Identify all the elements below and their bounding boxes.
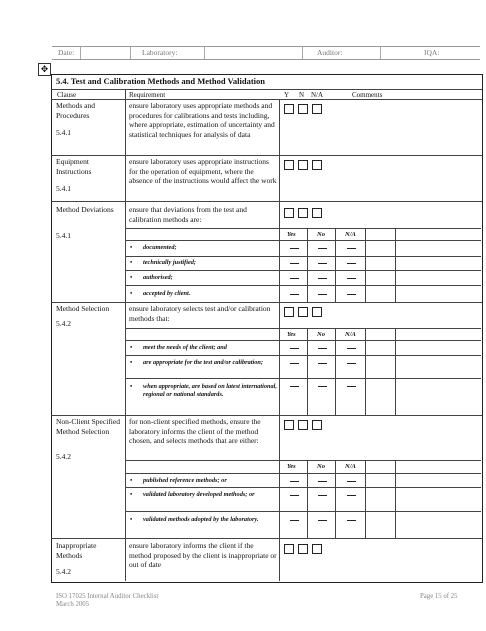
n-checkbox[interactable] (298, 208, 308, 218)
footer-title (56, 593, 158, 609)
move-icon[interactable]: ✥ (38, 63, 51, 76)
laboratory-label: Laboratory: (142, 48, 178, 57)
bullet-item: documented; (143, 244, 177, 251)
y-checkbox[interactable] (284, 104, 294, 114)
requirement-text: ensure laboratory selects test and/or calibration methods that: (129, 304, 271, 323)
clause-method-selection: Method Selection (56, 304, 110, 313)
sub-no: No (317, 331, 325, 338)
bullet-item: accepted by client. (143, 290, 191, 297)
form-header (52, 46, 480, 60)
clause-equipment-instructions: Equipment Instructions (56, 157, 92, 176)
y-checkbox[interactable] (284, 420, 294, 430)
sub-na: N/A (345, 231, 356, 238)
bullet-item: meet the needs of the client; and (143, 344, 227, 351)
bullet-item: published reference methods; or (143, 477, 227, 484)
clause-methods-procedures: Methods and Procedures (56, 101, 95, 120)
sub-yes: Yes (287, 331, 296, 338)
requirement-text: ensure laboratory uses appropriate methods and procedures for calibrations and tests including, where appropriate, estimation of uncertainty and statistical techniques for analysis of data (129, 101, 275, 139)
n-checkbox[interactable] (298, 104, 308, 114)
n-checkbox[interactable] (298, 544, 308, 554)
n-checkbox[interactable] (298, 160, 308, 170)
bullet-item: are appropriate for the test and/or calibration; (143, 359, 263, 366)
y-checkbox[interactable] (284, 544, 294, 554)
footer-date: March 2005 (56, 601, 90, 608)
col-clause: Clause (57, 91, 77, 99)
clause-non-client-method-selection: Non-Client Specified Method Selection (56, 417, 120, 436)
na-checkbox[interactable] (312, 544, 322, 554)
iqa-label: IQA: (424, 48, 440, 57)
y-checkbox[interactable] (284, 208, 294, 218)
section-title: 5.4. Test and Calibration Methods and Method Validation (56, 76, 266, 86)
date-label: Date: (58, 48, 75, 57)
clause-number: 5.4.2 (56, 567, 71, 576)
n-checkbox[interactable] (298, 420, 308, 430)
footer-doc-name: ISO 17025 Internal Auditor Checklist (56, 593, 159, 600)
clause-number: 5.4.1 (56, 184, 71, 193)
clause-inappropriate-methods: Inappropriate Methods (56, 541, 97, 560)
bullet-item: authorised; (143, 274, 173, 281)
na-checkbox[interactable] (312, 160, 322, 170)
na-checkbox[interactable] (312, 420, 322, 430)
clause-number: 5.4.1 (56, 231, 71, 240)
auditor-label: Auditor: (317, 48, 343, 57)
col-y: Y (284, 91, 290, 99)
y-checkbox[interactable] (284, 307, 294, 317)
clause-method-deviations: Method Deviations (56, 205, 114, 214)
col-comments: Comments (352, 91, 383, 99)
requirement-text: ensure that deviations from the test and calibration methods are: (129, 205, 247, 224)
sub-na: N/A (345, 331, 356, 338)
col-na: N/A (311, 91, 324, 99)
clause-number: 5.4.1 (56, 128, 71, 137)
sub-no: No (317, 231, 325, 238)
n-checkbox[interactable] (298, 307, 308, 317)
bullet-item: validated methods adopted by the laboratory. (143, 516, 259, 523)
bullet-item: technically justified; (143, 259, 196, 266)
y-checkbox[interactable] (284, 160, 294, 170)
clause-number: 5.4.2 (56, 319, 71, 328)
bullet-item: when appropriate, are based on latest international, regional or national standards. (143, 383, 277, 398)
na-checkbox[interactable] (312, 208, 322, 218)
na-checkbox[interactable] (312, 307, 322, 317)
sub-no: No (317, 463, 325, 470)
requirement-text: ensure laboratory informs the client if the method proposed by the client is inappropriate or out of date (129, 541, 277, 569)
sub-yes: Yes (287, 463, 296, 470)
col-requirement: Requirement (129, 91, 166, 99)
na-checkbox[interactable] (312, 104, 322, 114)
col-n: N (299, 91, 305, 99)
requirement-text: for non-client specified methods, ensure the laboratory informs the client of the method chosen, and selects methods that are either: (129, 417, 261, 445)
page-number: Page 15 of 25 (420, 593, 458, 600)
sub-na: N/A (345, 463, 356, 470)
sub-yes: Yes (287, 231, 296, 238)
clause-number: 5.4.2 (56, 452, 71, 461)
requirement-text: ensure laboratory uses appropriate instructions for the operation of equipment, where the absence of the instructions would affect the work (129, 157, 277, 185)
bullet-item: validated laboratory developed methods; or (143, 491, 255, 498)
